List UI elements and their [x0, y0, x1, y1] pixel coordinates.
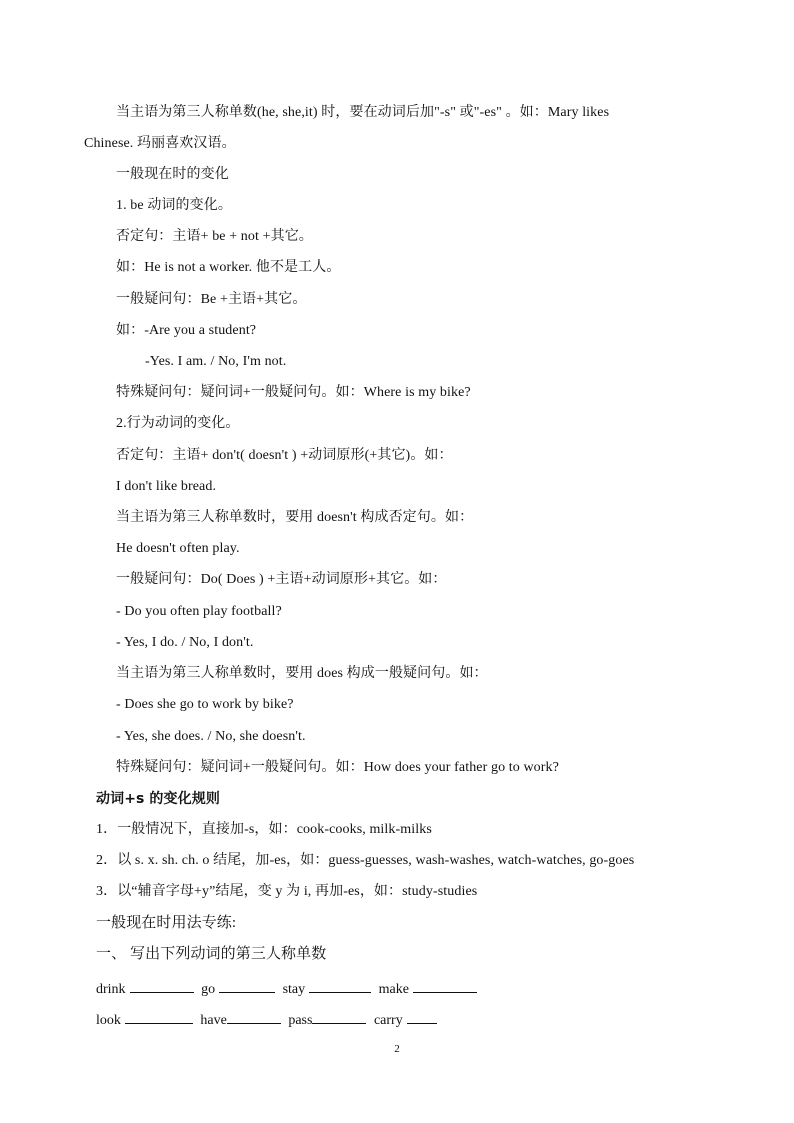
- example-third-person-answer: - Yes, she does. / No, she doesn't.: [116, 729, 306, 744]
- heading-present-changes: 一般现在时的变化: [116, 167, 229, 182]
- exercise-word-look: look: [96, 1013, 121, 1028]
- example-third-person-question: - Does she go to work by bike?: [116, 697, 294, 712]
- exercise-word-go: go: [201, 982, 216, 997]
- page-number: 2: [394, 1043, 400, 1055]
- rule-third-person-negative: 当主语为第三人称单数时，要用 doesn't 构成否定句。如：: [116, 510, 474, 525]
- rule-action-question: 一般疑问句：Do( Does ) +主语+动词原形+其它。如：: [116, 572, 447, 587]
- heading-exercise-one: 一、 写出下列动词的第三人称单数: [96, 946, 327, 962]
- heading-action-verb: 2.行为动词的变化。: [116, 416, 240, 431]
- exercise-row-1: [96, 978, 481, 1000]
- exercise-row-2: [96, 1009, 441, 1031]
- heading-practice: 一般现在时用法专练:: [96, 915, 237, 931]
- answer-blank-go[interactable]: [219, 978, 275, 993]
- example-be-negative: 如：He is not a worker. 他不是工人。: [116, 260, 341, 275]
- exercise-word-have: have: [200, 1013, 227, 1028]
- rule-verb-s-1: 1．一般情况下，直接加-s，如：cook-cooks, milk-milks: [96, 822, 432, 837]
- rule-action-negative: 否定句：主语+ don't( doesn't ) +动词原形(+其它)。如：: [116, 448, 453, 463]
- rule-be-wh-question: 特殊疑问句：疑问词+一般疑问句。如：Where is my bike?: [116, 385, 471, 400]
- exercise-word-make: make: [378, 982, 409, 997]
- example-action-question: - Do you often play football?: [116, 604, 282, 619]
- para-third-person-rule: 当主语为第三人称单数(he, she,it) 时，要在动词后加"-s" 或"-es" 。如：Mary likes: [116, 105, 610, 120]
- example-be-answer: -Yes. I am. / No, I'm not.: [145, 354, 287, 369]
- rule-be-question: 一般疑问句：Be +主语+其它。: [116, 292, 307, 307]
- example-action-negative: I don't like bread.: [116, 479, 217, 494]
- answer-blank-pass[interactable]: [312, 1009, 366, 1024]
- rule-verb-s-2: 2．以 s. x. sh. ch. o 结尾，加-es，如：guess-guesses, wash-washes, watch-watches, go-goes: [96, 853, 635, 868]
- example-action-answer: - Yes, I do. / No, I don't.: [116, 635, 254, 650]
- example-be-question: 如：-Are you a student?: [116, 323, 257, 338]
- rule-action-wh-question: 特殊疑问句：疑问词+一般疑问句。如：How does your father go to work?: [116, 760, 559, 775]
- rule-third-person-question: 当主语为第三人称单数时，要用 does 构成一般疑问句。如：: [116, 666, 488, 681]
- answer-blank-carry[interactable]: [407, 1009, 437, 1024]
- answer-blank-stay[interactable]: [309, 978, 371, 993]
- answer-blank-look[interactable]: [125, 1009, 193, 1024]
- heading-be-verb: 1. be 动词的变化。: [116, 198, 232, 213]
- para-example-mary: Chinese. 玛丽喜欢汉语。: [84, 136, 236, 151]
- rule-be-negative: 否定句：主语+ be + not +其它。: [116, 229, 313, 244]
- answer-blank-have[interactable]: [227, 1009, 281, 1024]
- example-third-person-negative: He doesn't often play.: [116, 541, 240, 556]
- exercise-word-carry: carry: [373, 1013, 403, 1028]
- answer-blank-drink[interactable]: [130, 978, 194, 993]
- rule-verb-s-3: 3．以“辅音字母+y”结尾，变 y 为 i, 再加-es，如：study-studies: [96, 884, 478, 899]
- heading-verb-s-rules: 动词+s 的变化规则: [96, 791, 220, 807]
- exercise-word-stay: stay: [282, 982, 306, 997]
- answer-blank-make[interactable]: [413, 978, 477, 993]
- exercise-word-drink: drink: [96, 982, 126, 997]
- exercise-word-pass: pass: [288, 1013, 313, 1028]
